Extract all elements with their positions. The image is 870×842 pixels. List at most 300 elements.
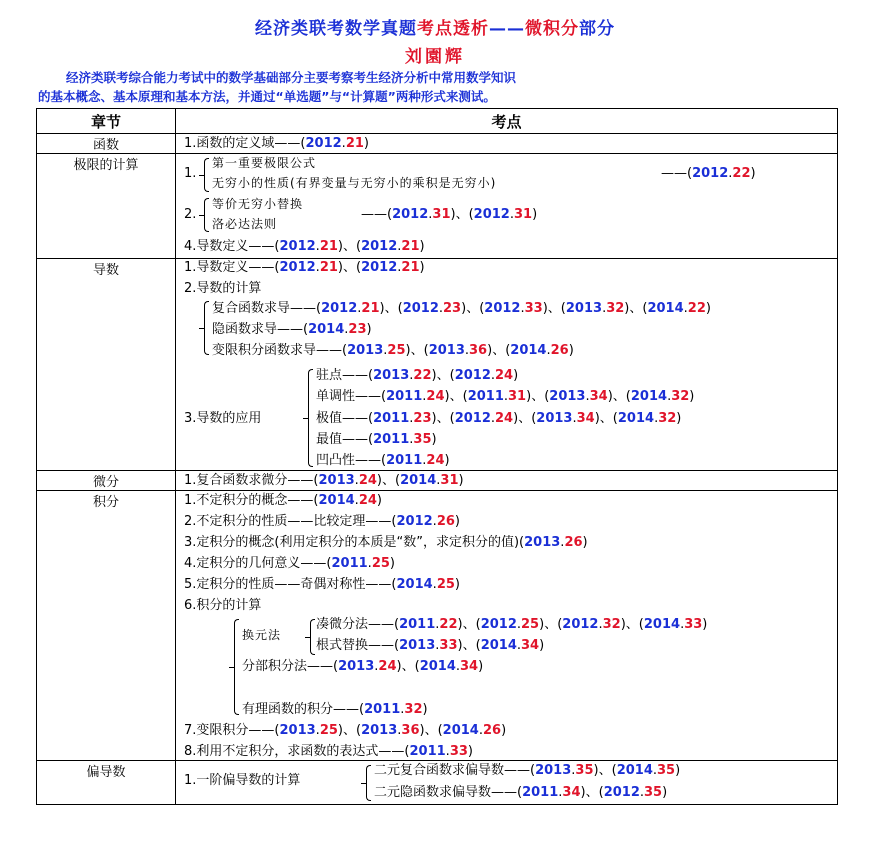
- ref-year: 2014: [616, 763, 653, 778]
- ref-number: 31: [514, 207, 533, 222]
- ref-sep: 、: [629, 301, 643, 316]
- ref-paren: ): [594, 411, 600, 426]
- ref-sep: 、: [462, 617, 476, 632]
- ref-dot: .: [435, 638, 440, 653]
- line: [374, 785, 667, 801]
- ref-paren: (: [611, 763, 617, 778]
- ref-dot: .: [445, 744, 450, 759]
- ref-year: 2012: [402, 301, 439, 316]
- ref-paren: (: [394, 617, 400, 632]
- ref-paren: ): [582, 535, 588, 550]
- ref-paren: (: [274, 239, 280, 254]
- limit-item-1b: 无穷小的性质(有界变量与无穷小的乘积是无穷小): [212, 176, 497, 190]
- ref-sep: 、: [401, 659, 415, 674]
- ref-number: 31: [508, 389, 527, 404]
- ref-sep: 、: [466, 301, 480, 316]
- ref-paren: (: [395, 473, 401, 488]
- ref-paren: ): [580, 785, 586, 800]
- line-text: 最值——: [316, 432, 369, 447]
- ref-year: 2012: [603, 785, 640, 800]
- ref-number: 32: [658, 411, 677, 426]
- line-text: 复合函数求导——: [212, 301, 317, 316]
- chapter-differential: 微分: [37, 471, 176, 491]
- ref-year: 2012: [321, 301, 358, 316]
- limit-item-1a: 第一重要极限公式: [212, 156, 317, 170]
- line-text: 隐函数求导——: [212, 322, 304, 337]
- ref-year: 2013: [279, 723, 316, 738]
- line-text: 1.导数定义——: [184, 260, 275, 275]
- brace-icon: [366, 765, 371, 801]
- ref-number: 34: [589, 389, 608, 404]
- ref-number: 22: [687, 301, 706, 316]
- line: [374, 763, 680, 779]
- ref-dot: .: [354, 473, 359, 488]
- ref-dot: .: [383, 343, 388, 358]
- ref-sep: 、: [342, 260, 356, 275]
- line: [661, 166, 756, 182]
- line-text: 4.定积分的几何意义——: [184, 556, 327, 571]
- chapter-derivative: 导数: [37, 259, 176, 471]
- ref-dot: .: [478, 723, 483, 738]
- line: [184, 577, 460, 593]
- ref-sep: 、: [492, 343, 506, 358]
- ref-number: 21: [401, 260, 420, 275]
- ref-paren: (: [274, 723, 280, 738]
- ref-year: 2012: [361, 239, 398, 254]
- ref-year: 2012: [562, 617, 599, 632]
- ref-dot: .: [571, 763, 576, 778]
- ref-number: 32: [602, 617, 621, 632]
- ref-paren: ): [431, 368, 437, 383]
- line: [316, 638, 544, 654]
- ref-year: 2013: [549, 389, 586, 404]
- ref-number: 25: [319, 723, 338, 738]
- line-text: 二元复合函数求偏导数——: [374, 763, 531, 778]
- line-text: 极值——: [316, 411, 369, 426]
- ref-dot: .: [602, 301, 607, 316]
- points-derivative: [176, 259, 838, 471]
- ref-number: 24: [495, 411, 514, 426]
- ref-sep: 、: [342, 723, 356, 738]
- ref-number: 25: [387, 343, 406, 358]
- ref-year: 2013: [536, 411, 573, 426]
- ref-paren: (: [612, 411, 618, 426]
- line-text: 4.导数定义——: [184, 239, 275, 254]
- ref-number: 21: [361, 301, 380, 316]
- ref-number: 33: [524, 301, 543, 316]
- ref-paren: (: [368, 368, 374, 383]
- ref-year: 2014: [617, 411, 655, 426]
- ref-paren: ): [444, 453, 450, 468]
- ref-year: 2013: [347, 343, 384, 358]
- ref-paren: (: [449, 368, 455, 383]
- ref-paren: ): [750, 166, 756, 181]
- ref-year: 2013: [361, 723, 398, 738]
- ref-paren: ): [405, 343, 411, 358]
- ref-year: 2012: [279, 239, 316, 254]
- integral-calc-heading: 6.积分的计算: [184, 598, 262, 613]
- ref-dot: .: [435, 617, 440, 632]
- ref-number: 26: [436, 514, 455, 529]
- ref-paren: (: [642, 301, 648, 316]
- ref-paren: ): [454, 514, 460, 529]
- ref-year: 2012: [484, 301, 521, 316]
- title-part3: 微积分: [525, 19, 579, 39]
- line: [316, 617, 707, 633]
- line: [184, 260, 425, 276]
- ref-paren: ): [501, 723, 507, 738]
- line: [316, 411, 681, 427]
- ref-number: 24: [358, 493, 377, 508]
- line-text: 根式替换——: [316, 638, 395, 653]
- ref-paren: (: [479, 301, 485, 316]
- ref-number: 33: [439, 638, 458, 653]
- line-text: 1.函数的定义域——: [184, 136, 301, 151]
- line-text: 1.复合函数求微分——: [184, 473, 314, 488]
- ref-dot: .: [428, 207, 433, 222]
- line: [184, 239, 425, 255]
- ref-year: 2014: [400, 473, 437, 488]
- exam-points-table: [36, 108, 838, 805]
- ref-sep: 、: [518, 411, 532, 426]
- ref-paren: ): [419, 260, 425, 275]
- ref-paren: ): [662, 785, 668, 800]
- author-name: 刘園辉: [405, 47, 465, 67]
- ref-paren: (: [414, 659, 420, 674]
- ref-number: 24: [426, 389, 445, 404]
- brace-icon: [204, 158, 209, 192]
- limit-item-2a: 等价无穷小替换: [212, 197, 304, 211]
- ref-paren: ): [431, 411, 437, 426]
- ref-number: 24: [378, 659, 397, 674]
- substitution-heading: 换元法: [242, 628, 282, 642]
- ref-dot: .: [436, 473, 441, 488]
- ref-dot: .: [558, 785, 563, 800]
- ref-paren: (: [368, 411, 374, 426]
- ref-paren: (: [475, 638, 481, 653]
- brace-icon: [234, 619, 239, 715]
- ref-paren: ): [337, 239, 343, 254]
- line: [184, 514, 460, 530]
- intro-line-1: 经济类联考综合能力考试中的数学基础部分主要考察考生经济分析中常用数学知识: [66, 70, 517, 85]
- ref-paren: ): [702, 617, 708, 632]
- ref-paren: ): [467, 744, 473, 759]
- ref-dot: .: [490, 411, 496, 426]
- line: [184, 723, 506, 739]
- line-text: 分部积分法——: [242, 659, 334, 674]
- ref-paren: ): [513, 411, 519, 426]
- ref-paren: (: [333, 659, 339, 674]
- ref-sep: 、: [612, 389, 626, 404]
- chapter-integral: 积分: [37, 491, 176, 761]
- ref-sep: 、: [598, 763, 612, 778]
- ref-number: 31: [432, 207, 451, 222]
- ref-number: 36: [401, 723, 420, 738]
- ref-paren: (: [394, 638, 400, 653]
- ref-sep: 、: [599, 411, 613, 426]
- ref-sep: 、: [436, 368, 450, 383]
- ref-dot: .: [546, 343, 551, 358]
- ref-number: 24: [495, 368, 514, 383]
- ref-year: 2012: [473, 207, 510, 222]
- points-limits: [176, 154, 838, 259]
- ref-dot: .: [598, 617, 603, 632]
- ref-paren: ): [431, 432, 437, 447]
- document-title: [0, 14, 870, 39]
- ref-paren: (: [544, 389, 550, 404]
- limit-item-2-number: 2.: [184, 207, 197, 222]
- ref-sep: 、: [384, 301, 398, 316]
- line-text: 变限积分函数求导——: [212, 343, 343, 358]
- line-text: 凑微分法——: [316, 617, 395, 632]
- ref-dot: .: [315, 723, 320, 738]
- line-text: 单调性——: [316, 389, 382, 404]
- ref-year: 2013: [399, 638, 436, 653]
- ref-number: 33: [449, 744, 468, 759]
- ref-dot: .: [397, 723, 402, 738]
- ref-year: 2014: [308, 322, 345, 337]
- line: [316, 368, 518, 384]
- ref-paren: (: [313, 493, 319, 508]
- ref-paren: (: [462, 389, 468, 404]
- ref-number: 35: [644, 785, 663, 800]
- ref-number: 22: [413, 368, 432, 383]
- ref-paren: (: [303, 322, 309, 337]
- ref-dot: .: [374, 659, 379, 674]
- ref-dot: .: [680, 617, 685, 632]
- brace-icon: [204, 301, 209, 355]
- intro-line-2: 的基本概念、基本原理和基本方法，并通过“单选题”与“计算题”两种形式来测试。: [38, 89, 496, 104]
- ref-paren: ): [487, 343, 493, 358]
- ref-paren: ): [689, 389, 695, 404]
- ref-paren: (: [404, 744, 410, 759]
- ref-paren: ): [444, 389, 450, 404]
- ref-year: 2014: [318, 493, 355, 508]
- ref-number: 25: [521, 617, 540, 632]
- ref-number: 33: [684, 617, 703, 632]
- ref-sep: 、: [547, 301, 561, 316]
- line: [316, 432, 437, 448]
- ref-sep: 、: [436, 411, 450, 426]
- ref-paren: (: [517, 785, 523, 800]
- ref-dot: .: [572, 411, 577, 426]
- line-text: 7.变限积分——: [184, 723, 275, 738]
- line: [242, 659, 483, 675]
- ref-paren: ): [593, 763, 599, 778]
- ref-number: 31: [440, 473, 459, 488]
- line-text: 2.不定积分的性质——比较定理——: [184, 514, 392, 529]
- ref-paren: ): [376, 473, 382, 488]
- ref-year: 2011: [331, 556, 368, 571]
- ref-paren: (: [531, 411, 537, 426]
- points-partial-derivative: [176, 761, 838, 805]
- line-text: 凹凸性——: [316, 453, 382, 468]
- line: [184, 556, 395, 572]
- ref-paren: ): [513, 368, 519, 383]
- ref-dot: .: [654, 411, 659, 426]
- ref-year: 2011: [373, 432, 410, 447]
- ref-dot: .: [432, 514, 437, 529]
- line: [316, 453, 450, 469]
- ref-year: 2013: [338, 659, 375, 674]
- ref-year: 2011: [399, 617, 436, 632]
- ref-paren: ): [607, 389, 613, 404]
- brace-icon: [310, 619, 315, 655]
- ref-number: 21: [401, 239, 420, 254]
- ref-paren: (: [316, 301, 322, 316]
- ref-dot: .: [397, 260, 402, 275]
- ref-paren: ): [539, 617, 545, 632]
- ref-year: 2014: [647, 301, 684, 316]
- ref-paren: ): [389, 556, 395, 571]
- ref-number: 36: [469, 343, 488, 358]
- line: [184, 535, 588, 551]
- ref-paren: (: [326, 556, 332, 571]
- ref-paren: ): [419, 239, 425, 254]
- ref-sep: 、: [410, 343, 424, 358]
- ref-number: 21: [319, 239, 338, 254]
- ref-paren: (: [391, 577, 397, 592]
- ref-sep: 、: [462, 638, 476, 653]
- ref-year: 2011: [409, 744, 446, 759]
- ref-paren: ): [568, 343, 574, 358]
- ref-year: 2012: [279, 260, 316, 275]
- points-integral: [176, 491, 838, 761]
- ref-paren: ): [396, 659, 402, 674]
- ref-paren: (: [356, 723, 362, 738]
- ref-paren: ): [458, 473, 464, 488]
- ref-paren: (: [560, 301, 566, 316]
- line: [184, 493, 382, 509]
- ref-paren: (: [359, 702, 365, 717]
- ref-paren: (: [475, 617, 481, 632]
- ref-paren: ): [363, 136, 369, 151]
- ref-number: 34: [576, 411, 595, 426]
- ref-dot: .: [315, 239, 320, 254]
- line: [212, 301, 711, 317]
- line: [212, 322, 372, 338]
- line-text: 1.不定积分的概念——: [184, 493, 314, 508]
- line-text: 3.定积分的概念(利用定积分的本质是“数”，求定积分的值): [184, 535, 520, 550]
- title-part4: 部分: [579, 19, 615, 39]
- ref-dot: .: [344, 322, 349, 337]
- ref-paren: (: [342, 343, 348, 358]
- ref-paren: ): [450, 207, 456, 222]
- ref-number: 24: [358, 473, 377, 488]
- ref-paren: (: [313, 473, 319, 488]
- ref-paren: (: [557, 617, 563, 632]
- ref-year: 2013: [428, 343, 465, 358]
- line-text: 8.利用不定积分，求函数的表达式——: [184, 744, 405, 759]
- ref-dot: .: [455, 659, 461, 674]
- line: [184, 473, 464, 489]
- ref-sep: 、: [544, 617, 558, 632]
- title-part1: 经济类联考数学真题: [255, 19, 417, 39]
- points-differential: [176, 471, 838, 491]
- ref-dot: .: [409, 432, 414, 447]
- ref-number: 32: [404, 702, 423, 717]
- ref-year: 2011: [522, 785, 559, 800]
- ref-paren: ): [532, 207, 538, 222]
- ref-sep: 、: [625, 617, 639, 632]
- ref-year: 2013: [318, 473, 355, 488]
- ref-dot: .: [438, 301, 444, 316]
- ref-dot: .: [516, 617, 522, 632]
- ref-number: 34: [460, 659, 479, 674]
- ref-dot: .: [409, 411, 414, 426]
- ref-sep: 、: [455, 207, 469, 222]
- ref-number: 34: [521, 638, 540, 653]
- ref-year: 2014: [480, 638, 517, 653]
- ref-year: 2014: [630, 389, 668, 404]
- ref-paren: (: [625, 389, 631, 404]
- ref-dot: .: [422, 389, 427, 404]
- ref-paren: (: [505, 343, 511, 358]
- ref-sep: 、: [449, 389, 463, 404]
- ref-number: 32: [606, 301, 625, 316]
- ref-year: 2011: [467, 389, 504, 404]
- ref-number: 35: [575, 763, 594, 778]
- ref-paren: ): [457, 638, 463, 653]
- ref-paren: ): [337, 260, 343, 275]
- title-dash: ——: [489, 19, 525, 39]
- ref-year: 2012: [361, 260, 398, 275]
- ref-paren: ): [624, 301, 630, 316]
- ref-dot: .: [367, 556, 372, 571]
- ref-paren: ): [337, 723, 343, 738]
- ref-paren: (: [423, 343, 429, 358]
- ref-number: 32: [671, 389, 690, 404]
- line-text: ——: [661, 166, 687, 181]
- line-text: 有理函数的积分——: [242, 702, 360, 717]
- ref-dot: .: [397, 239, 402, 254]
- ref-number: 34: [562, 785, 581, 800]
- ref-dot: .: [357, 301, 362, 316]
- ref-sep: 、: [531, 389, 545, 404]
- ref-paren: ): [461, 301, 467, 316]
- ref-dot: .: [315, 260, 320, 275]
- ref-dot: .: [432, 577, 437, 592]
- ref-year: 2012: [305, 136, 342, 151]
- ref-dot: .: [354, 493, 359, 508]
- ref-year: 2012: [392, 207, 429, 222]
- ref-paren: (: [638, 617, 644, 632]
- brace-icon: [204, 198, 209, 232]
- ref-paren: (: [391, 514, 397, 529]
- ref-paren: ): [422, 702, 428, 717]
- ref-sep: 、: [424, 723, 438, 738]
- brace-icon: [308, 369, 313, 467]
- ref-dot: .: [639, 785, 645, 800]
- limit-item-1-number: 1.: [184, 166, 197, 181]
- ref-year: 2014: [442, 723, 479, 738]
- ref-sep: 、: [381, 473, 395, 488]
- ref-number: 26: [564, 535, 583, 550]
- ref-paren: (: [437, 723, 443, 738]
- ref-sep: 、: [585, 785, 599, 800]
- ref-paren: ): [539, 638, 545, 653]
- ref-year: 2011: [386, 389, 423, 404]
- ref-dot: .: [585, 389, 590, 404]
- ref-paren: (: [381, 389, 387, 404]
- ref-year: 2012: [454, 411, 491, 426]
- ref-paren: (: [449, 411, 455, 426]
- ref-paren: ): [376, 493, 382, 508]
- ref-year: 2012: [480, 617, 517, 632]
- ref-year: 2012: [454, 368, 491, 383]
- ref-paren: ): [419, 723, 425, 738]
- ref-paren: (: [368, 432, 374, 447]
